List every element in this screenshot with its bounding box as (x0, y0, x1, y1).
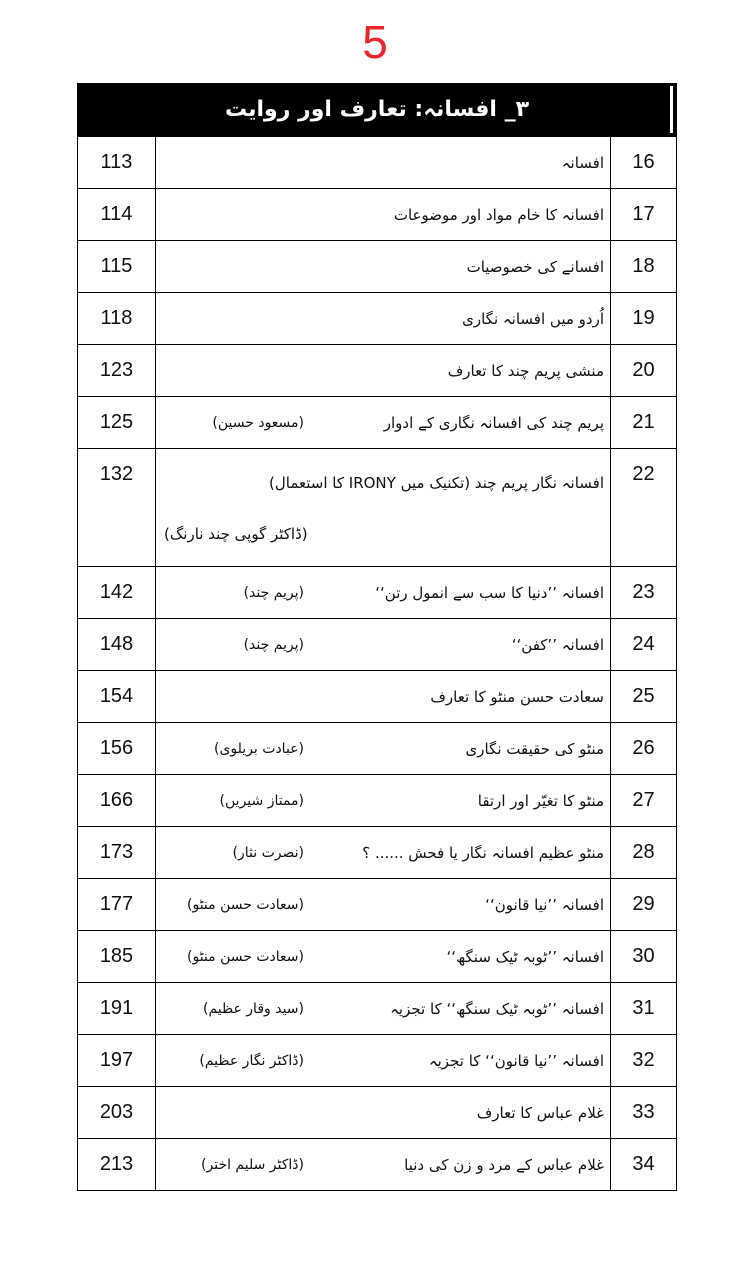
toc-row[interactable] (78, 1035, 677, 1087)
entry-title: افسانہ کا خام مواد اور موضوعات (393, 205, 604, 224)
entry-cell (156, 397, 611, 449)
entry-title: افسانہ (561, 153, 604, 172)
page-ref: 154 (78, 671, 156, 723)
toc-row[interactable] (78, 241, 677, 293)
toc-row[interactable] (78, 931, 677, 983)
header-edge-strip (670, 86, 673, 133)
toc-row[interactable] (78, 983, 677, 1035)
entry-title: منٹو کی حقیقت نگاری (465, 739, 604, 758)
toc-row[interactable] (78, 723, 677, 775)
toc-row[interactable] (78, 567, 677, 619)
page-ref: 177 (78, 879, 156, 931)
toc-row[interactable] (78, 397, 677, 449)
entry-author: (سعادت حسن منٹو) (187, 948, 304, 965)
entry-cell (156, 241, 611, 293)
entry-author: (ممتاز شیریں) (219, 792, 304, 809)
entry-number: 16 (611, 137, 677, 189)
entry-author: (ڈاکٹر گوپی چند نارنگ) (164, 524, 308, 543)
page-number: 5 (362, 16, 388, 68)
entry-author: (ڈاکٹر سلیم اختر) (201, 1156, 304, 1173)
entry-number: 22 (611, 449, 677, 567)
entry-author: (پریم چند) (243, 584, 304, 601)
entry-title: پریم چند کی افسانہ نگاری کے ادوار (383, 413, 604, 432)
entry-title: افسانہ ’’نیا قانون‘‘ (485, 895, 604, 914)
entry-number: 29 (611, 879, 677, 931)
entry-number: 30 (611, 931, 677, 983)
entry-number: 24 (611, 619, 677, 671)
section-title: ۳_ افسانہ: تعارف اور روایت (224, 97, 530, 122)
entry-cell (156, 189, 611, 241)
page-ref: 118 (78, 293, 156, 345)
entry-number: 34 (611, 1139, 677, 1191)
toc-row[interactable] (78, 137, 677, 189)
entry-number: 32 (611, 1035, 677, 1087)
entry-title: منشی پریم چند کا تعارف (447, 361, 604, 380)
page-ref: 132 (78, 449, 156, 567)
table-of-contents (77, 83, 677, 1191)
entry-title: افسانہ ’’کفن‘‘ (511, 635, 604, 654)
entry-cell (156, 137, 611, 189)
entry-cell (156, 1139, 611, 1191)
entry-title: افسانہ ’’ٹوبہ ٹیک سنگھ‘‘ (446, 947, 604, 966)
entry-cell (156, 827, 611, 879)
page-ref: 123 (78, 345, 156, 397)
entry-cell (156, 879, 611, 931)
entry-cell (156, 345, 611, 397)
entry-author: (ڈاکٹر نگار عظیم) (199, 1052, 304, 1069)
page-ref: 166 (78, 775, 156, 827)
entry-cell (156, 1087, 611, 1139)
toc-row[interactable] (78, 1087, 677, 1139)
entry-cell (156, 567, 611, 619)
entry-cell (156, 931, 611, 983)
entry-author: (عبادت بریلوی) (214, 740, 304, 757)
entry-title: منٹو کا تغیّر اور ارتقا (477, 791, 604, 810)
entry-cell (156, 293, 611, 345)
page-ref: 114 (78, 189, 156, 241)
toc-row[interactable] (78, 879, 677, 931)
page-ref: 173 (78, 827, 156, 879)
entry-number: 18 (611, 241, 677, 293)
entry-number: 19 (611, 293, 677, 345)
entry-title: افسانہ ’’نیا قانون‘‘ کا تجزیہ (428, 1051, 604, 1070)
entry-author: (سید وقار عظیم) (203, 1000, 304, 1017)
entry-number: 21 (611, 397, 677, 449)
entry-title: منٹو عظیم افسانہ نگار یا فحش ...... ؟ (362, 843, 604, 862)
entry-number: 25 (611, 671, 677, 723)
page-ref: 148 (78, 619, 156, 671)
entry-number: 17 (611, 189, 677, 241)
page-ref: 197 (78, 1035, 156, 1087)
entry-number: 27 (611, 775, 677, 827)
toc-row[interactable] (78, 619, 677, 671)
entry-title: افسانے کی خصوصیات (466, 257, 604, 276)
page-ref: 115 (78, 241, 156, 293)
entry-number: 20 (611, 345, 677, 397)
entry-cell (156, 723, 611, 775)
toc-row[interactable] (78, 827, 677, 879)
entry-number: 33 (611, 1087, 677, 1139)
page-ref: 142 (78, 567, 156, 619)
page-ref: 113 (78, 137, 156, 189)
entry-title: افسانہ ’’دنیا کا سب سے انمول رتن‘‘ (375, 583, 604, 602)
entry-cell (156, 671, 611, 723)
entry-cell (156, 449, 611, 567)
entry-number: 26 (611, 723, 677, 775)
toc-row[interactable] (78, 345, 677, 397)
entry-cell (156, 619, 611, 671)
entry-title: افسانہ ’’ٹوبہ ٹیک سنگھ‘‘ کا تجزیہ (390, 999, 604, 1018)
entry-cell (156, 775, 611, 827)
entry-author: (سعادت حسن منٹو) (187, 896, 304, 913)
entry-title: غلام عباس کے مرد و زن کی دنیا (404, 1155, 604, 1174)
entry-cell (156, 1035, 611, 1087)
entry-number: 28 (611, 827, 677, 879)
page-ref: 203 (78, 1087, 156, 1139)
toc-row[interactable] (78, 189, 677, 241)
entry-number: 23 (611, 567, 677, 619)
entry-title: سعادت حسن منٹو کا تعارف (430, 687, 604, 706)
entry-title: غلام عباس کا تعارف (476, 1103, 604, 1122)
entry-title: اُردو میں افسانہ نگاری (462, 309, 604, 328)
entry-author: (نصرت نثار) (232, 844, 304, 861)
page-ref: 191 (78, 983, 156, 1035)
entry-author: (پریم چند) (243, 636, 304, 653)
page-ref: 125 (78, 397, 156, 449)
toc-row[interactable] (78, 671, 677, 723)
page-ref: 185 (78, 931, 156, 983)
entry-author: (مسعود حسین) (212, 414, 304, 431)
page-ref: 156 (78, 723, 156, 775)
toc-row[interactable] (78, 1139, 677, 1191)
page-ref: 213 (78, 1139, 156, 1191)
entry-title: افسانہ نگار پریم چند (تکنیک میں IRONY کا استعمال) (269, 473, 604, 492)
toc-row[interactable] (78, 449, 677, 567)
toc-row[interactable] (78, 293, 677, 345)
toc-table (77, 136, 677, 1191)
entry-number: 31 (611, 983, 677, 1035)
entry-cell (156, 983, 611, 1035)
section-header (77, 83, 677, 136)
toc-row[interactable] (78, 775, 677, 827)
